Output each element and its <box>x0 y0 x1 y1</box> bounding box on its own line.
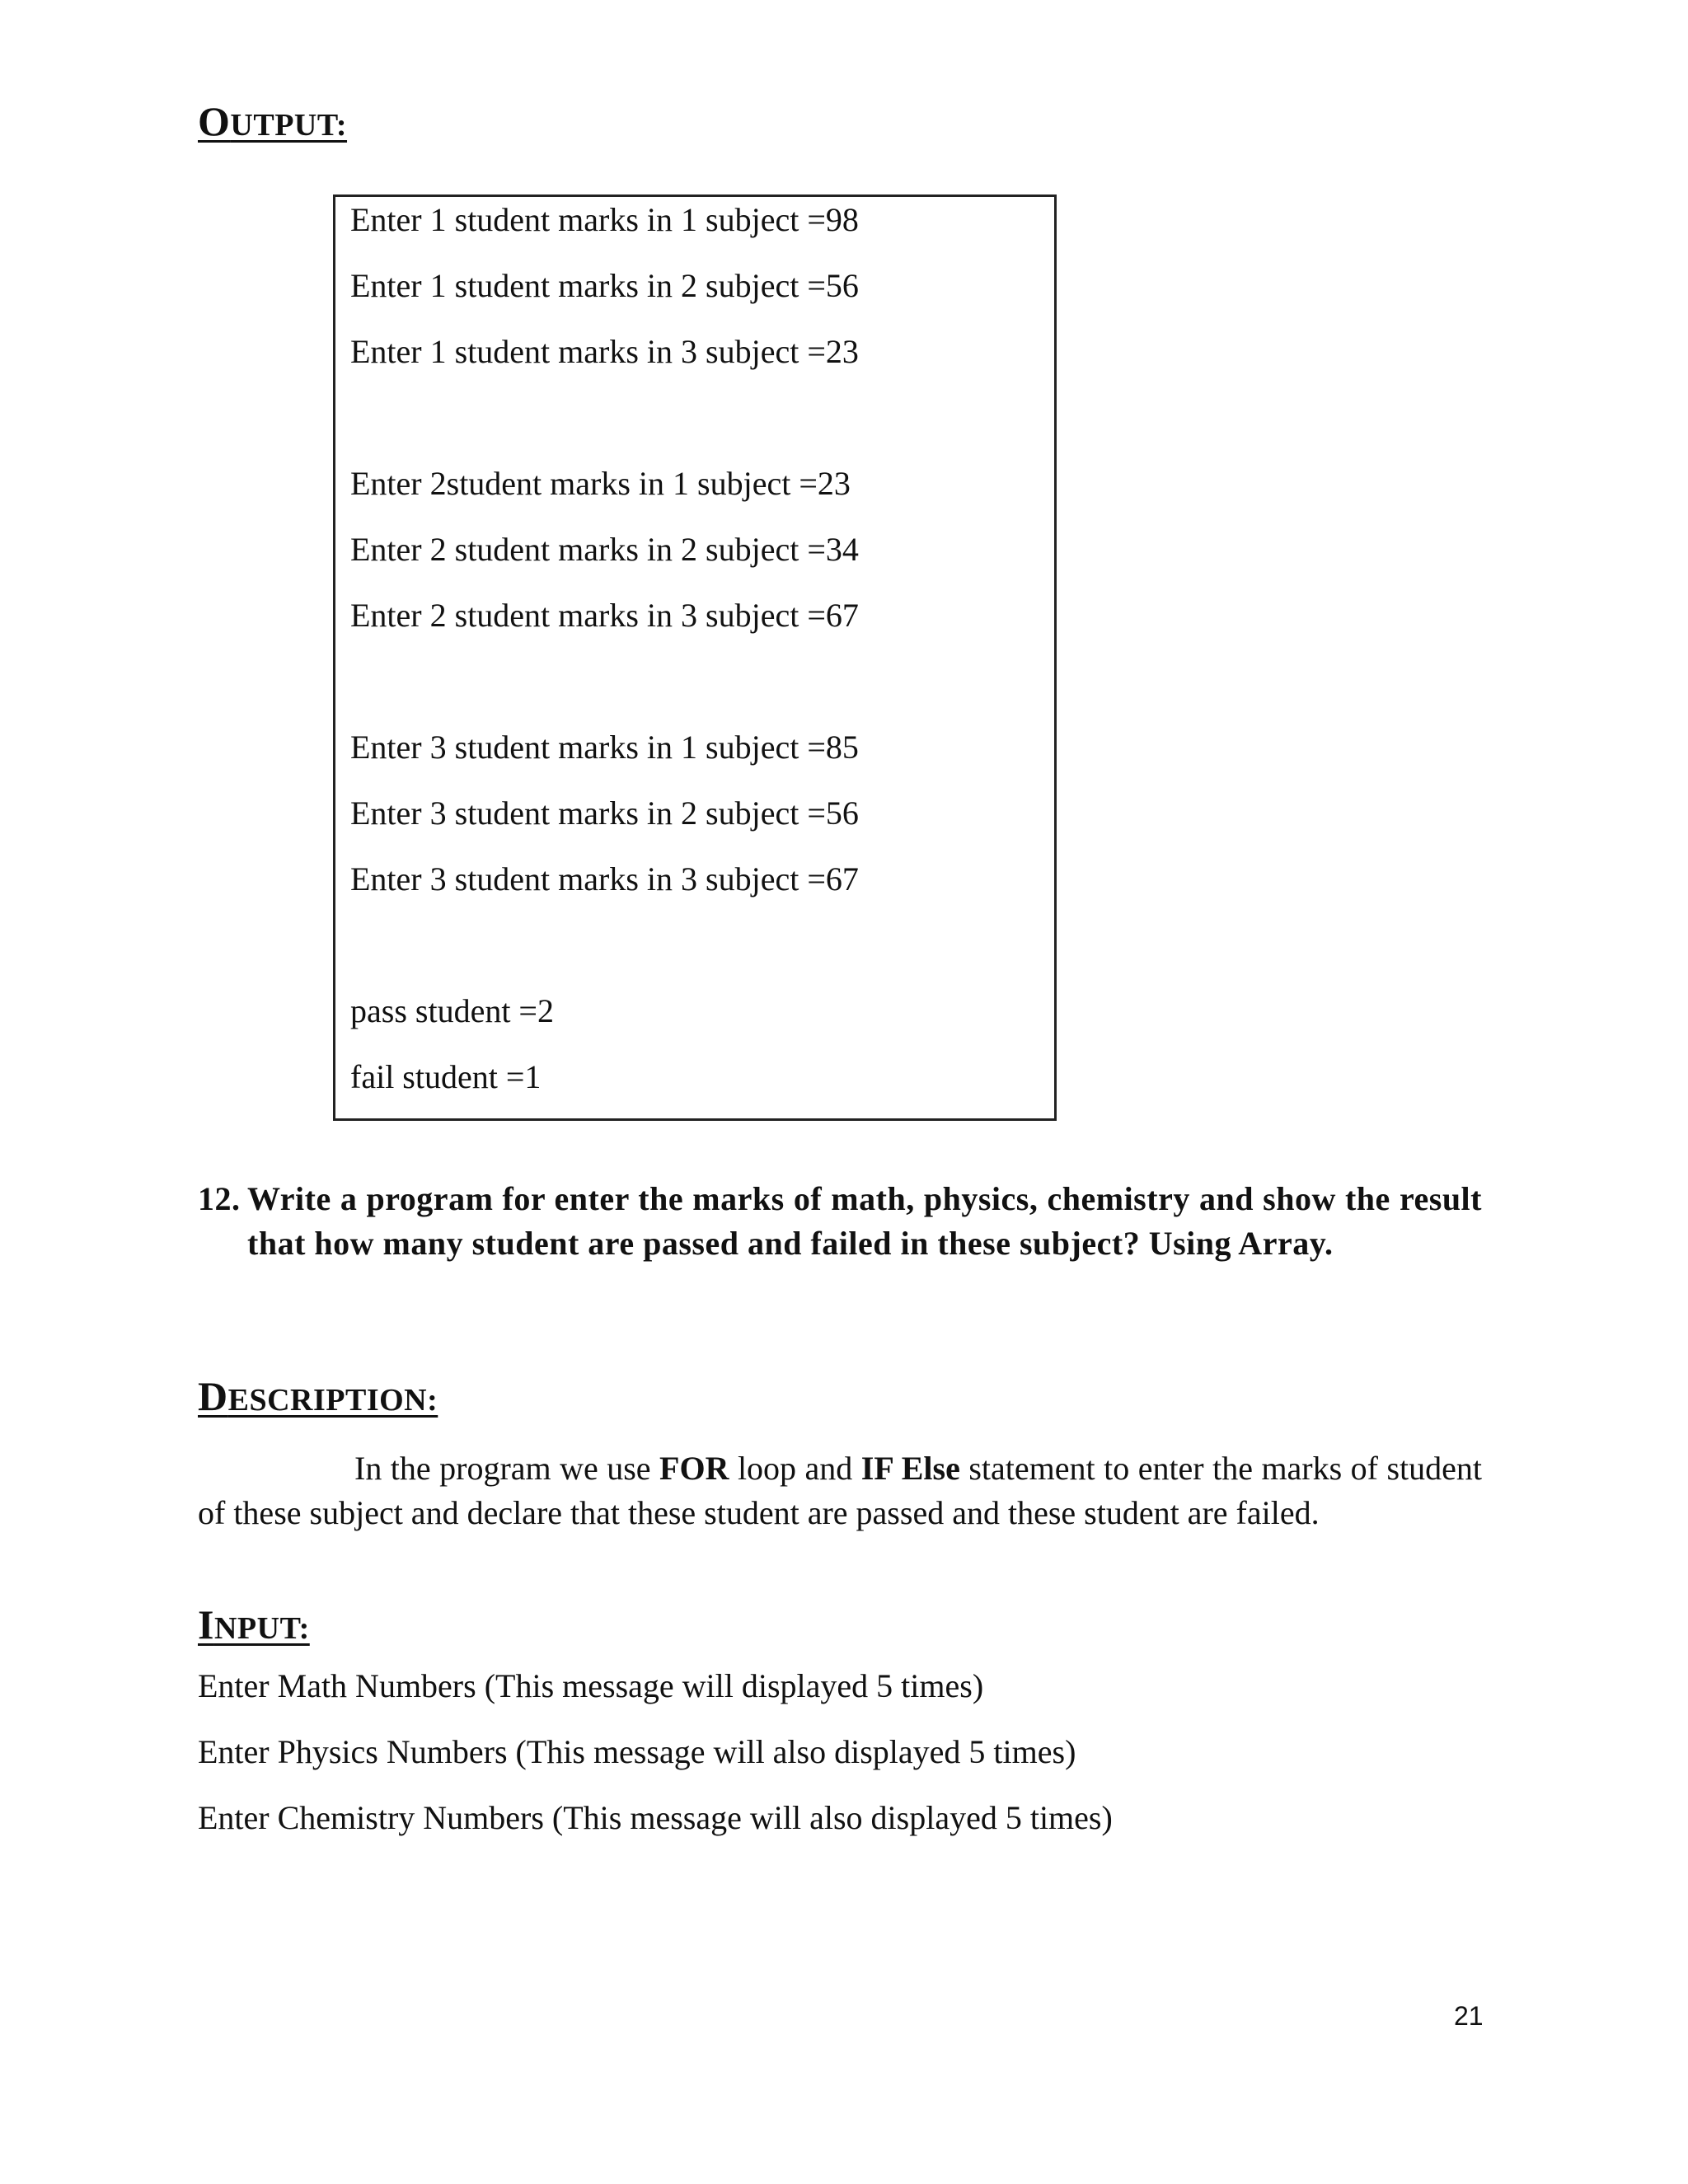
description-heading-initial: D <box>198 1373 228 1419</box>
output-line: pass student =2 <box>350 992 554 1029</box>
question-text: Write a program for enter the marks of math, physics, chemistry and show the result that how many student are passed and failed in these subject? Using Array. <box>247 1180 1482 1262</box>
output-line: Enter 3 student marks in 1 subject =85 <box>350 729 859 766</box>
description-heading-rest: ESCRIPTION: <box>227 1383 438 1418</box>
description-text: In the program we use <box>354 1450 660 1487</box>
input-line-chemistry: Enter Chemistry Numbers (This message will also displayed 5 times) <box>198 1799 1113 1836</box>
output-line: Enter 1 student marks in 3 subject =23 <box>350 333 859 370</box>
output-line: Enter 2 student marks in 2 subject =34 <box>350 531 859 568</box>
output-line: Enter 2 student marks in 3 subject =67 <box>350 597 859 634</box>
input-line-math: Enter Math Numbers (This message will displayed 5 times) <box>198 1667 984 1704</box>
page-number: 21 <box>1454 2001 1484 2031</box>
description-keyword-if-else: IF Else <box>860 1450 960 1487</box>
input-heading <box>198 1601 310 1648</box>
output-line: Enter 3 student marks in 3 subject =67 <box>350 860 859 898</box>
description-text: loop and <box>729 1450 861 1487</box>
output-box <box>333 194 1057 1121</box>
description-keyword-for: FOR <box>659 1450 729 1487</box>
output-line: Enter 3 student marks in 2 subject =56 <box>350 794 859 832</box>
input-heading-initial: I <box>198 1601 214 1647</box>
description-heading <box>198 1372 438 1420</box>
input-heading-rest: NPUT: <box>213 1611 310 1646</box>
output-line: Enter 1 student marks in 1 subject =98 <box>350 201 859 238</box>
question-12 <box>198 1177 1482 1266</box>
output-heading-rest: UTPUT: <box>230 108 348 143</box>
input-line-physics: Enter Physics Numbers (This message will also displayed 5 times) <box>198 1733 1076 1770</box>
output-line: Enter 2student marks in 1 subject =23 <box>350 465 851 502</box>
output-line: Enter 1 student marks in 2 subject =56 <box>350 267 859 304</box>
description-paragraph <box>198 1446 1482 1535</box>
description-text: statement to enter the marks of student of these subject and declare that these student are passed and these student are failed. <box>198 1450 1483 1531</box>
output-heading <box>198 97 347 145</box>
output-line: fail student =1 <box>350 1058 542 1095</box>
question-number: 12. <box>198 1180 241 1217</box>
output-heading-initial: O <box>198 98 231 144</box>
